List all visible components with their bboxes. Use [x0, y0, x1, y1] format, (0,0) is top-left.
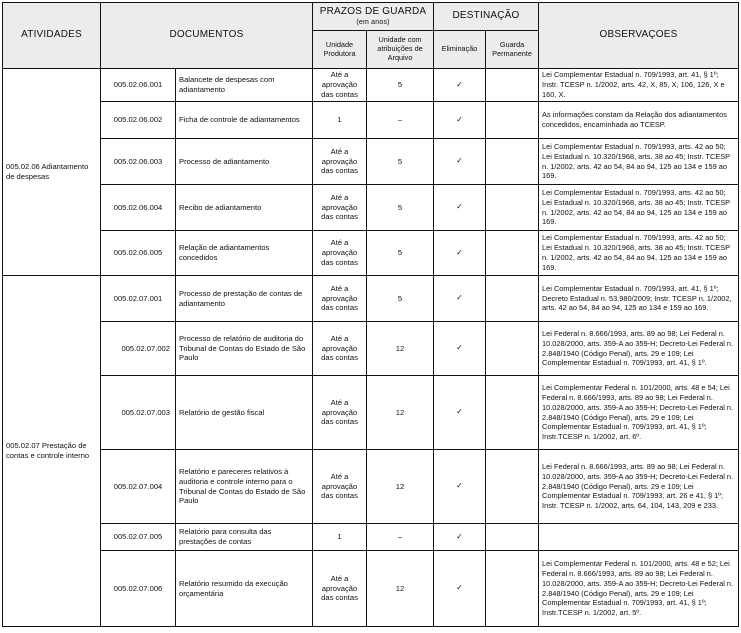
document-code: 005.02.07.004 — [101, 450, 176, 524]
table-row — [3, 376, 739, 450]
document-name: Relatório resumido da execução orçamentária — [176, 551, 313, 627]
document-code: 005.02.06.002 — [101, 102, 176, 139]
table-row — [3, 231, 739, 276]
guarda-permanente-cell — [486, 231, 539, 276]
prazo-unidade-produtora: Até a aprovação das contas — [313, 376, 367, 450]
table-row — [3, 551, 739, 627]
prazo-unidade-arquivo: – — [367, 102, 434, 139]
prazos-title: PRAZOS DE GUARDA — [319, 6, 427, 18]
table-row — [3, 102, 739, 139]
observacoes-cell: Lei Federal n. 8.666/1993, arts. 89 ao 98; Lei Federal n. 10.028/2000, arts. 359-A ao 359-H; Decreto-Lei Federal n. 2.848/1940 (Código Penal), arts. 29 e 109; Lei Complementar Estadual n. 709/1993, art. 41, § 1º. — [539, 322, 739, 376]
document-name: Processo de prestação de contas de adiantamento — [176, 276, 313, 322]
eliminacao-check: ✓ — [434, 551, 486, 627]
observacoes-cell: Lei Complementar Estadual n. 709/1993, art. 41, § 1º; Instr. TCESP n. 1/2002, arts. 42, X, 85, X, 106, 126, X e 160, X. — [539, 69, 739, 102]
observacoes-cell: As informações constam da Relação dos adiantamentos concedidos, encaminhada ao TCESP. — [539, 102, 739, 139]
activity-cell: 005.02.06 Adiantamento de despesas — [3, 69, 101, 276]
eliminacao-check: ✓ — [434, 322, 486, 376]
prazo-unidade-arquivo: 12 — [367, 551, 434, 627]
eliminacao-check: ✓ — [434, 231, 486, 276]
eliminacao-check: ✓ — [434, 139, 486, 185]
document-code: 005.02.07.001 — [101, 276, 176, 322]
prazo-unidade-produtora: 1 — [313, 524, 367, 551]
document-code: 005.02.06.004 — [101, 185, 176, 231]
guarda-permanente-cell — [486, 450, 539, 524]
prazo-unidade-arquivo: 12 — [367, 322, 434, 376]
header-eliminacao: Eliminação — [434, 31, 486, 69]
activity-cell: 005.02.07 Prestação de contas e controle interno — [3, 276, 101, 627]
table-row — [3, 185, 739, 231]
prazo-unidade-produtora: Até a aprovação das contas — [313, 69, 367, 102]
document-name: Relatório de gestão fiscal — [176, 376, 313, 450]
prazo-unidade-arquivo: 5 — [367, 139, 434, 185]
guarda-permanente-cell — [486, 139, 539, 185]
observacoes-cell: Lei Complementar Estadual n. 709/1993, art. 41, § 1º; Decreto Estadual n. 53.980/2009; Instr. TCESP n. 1/2002, arts. 42 ao 54, 84 ao 94, 125 ao 134 e 159 ao 169. — [539, 276, 739, 322]
guarda-permanente-cell — [486, 102, 539, 139]
retention-schedule-table — [2, 2, 739, 627]
eliminacao-check: ✓ — [434, 450, 486, 524]
document-code: 005.02.06.003 — [101, 139, 176, 185]
guarda-permanente-cell — [486, 376, 539, 450]
prazo-unidade-produtora: Até a aprovação das contas — [313, 276, 367, 322]
table-row — [3, 322, 739, 376]
header-observacoes: OBSERVAÇOES — [539, 3, 739, 69]
prazo-unidade-produtora: Até a aprovação das contas — [313, 139, 367, 185]
header-prazos-de-guarda — [313, 3, 434, 31]
eliminacao-check: ✓ — [434, 185, 486, 231]
document-code: 005.02.07.002 — [101, 322, 176, 376]
prazo-unidade-produtora: Até a aprovação das contas — [313, 551, 367, 627]
header-unidade-produtora: Unidade Produtora — [313, 31, 367, 69]
prazo-unidade-arquivo: 5 — [367, 185, 434, 231]
header-guarda-permanente: Guarda Permanente — [486, 31, 539, 69]
prazos-units: (em anos) — [356, 18, 390, 26]
prazo-unidade-arquivo: – — [367, 524, 434, 551]
prazo-unidade-produtora: Até a aprovação das contas — [313, 185, 367, 231]
guarda-permanente-cell — [486, 524, 539, 551]
observacoes-cell: Lei Complementar Estadual n. 709/1993, arts. 42 ao 50; Lei Estadual n. 10.320/1968, arts. 38 ao 45; Instr. TCESP n. 1/2002, arts. 42 ao 54, 84 ao 94, 125 ao 134 e 159 ao 169. — [539, 139, 739, 185]
document-name: Relação de adiantamentos concedidos — [176, 231, 313, 276]
eliminacao-check: ✓ — [434, 376, 486, 450]
observacoes-cell: Lei Federal n. 8.666/1993, arts. 89 ao 98; Lei Federal n. 10.028/2000, arts. 359-A ao 359-H; Decreto-Lei Federal n. 2.848/1940 (Código Penal), arts. 29 e 109; Lei Complementar Estadual n. 709/1993, art. 26 e 41, § 1º; Instr. TCESP n. 1/2002, arts. 64, 104, 143, 209 e 233. — [539, 450, 739, 524]
guarda-permanente-cell — [486, 185, 539, 231]
document-name: Recibo de adiantamento — [176, 185, 313, 231]
observacoes-cell: Lei Complementar Federal n. 101/2000, arts. 48 e 52; Lei Federal n. 8.666/1993, arts. 89 ao 98; Lei Federal n. 10.028/2000, arts. 359-A ao 359-H; Decreto-Lei Federal n. 2.848/1940 (Código Penal), arts. 29 e 109; Lei Complementar Estadual n. 709/1993, art. 41, § 1º; Instr.TCESP n. 1/2002, art. 5º. — [539, 551, 739, 627]
table-row — [3, 524, 739, 551]
eliminacao-check: ✓ — [434, 69, 486, 102]
table-row — [3, 139, 739, 185]
header-atividades: ATIVIDADES — [3, 3, 101, 69]
prazo-unidade-arquivo: 12 — [367, 450, 434, 524]
prazo-unidade-arquivo: 5 — [367, 69, 434, 102]
guarda-permanente-cell — [486, 69, 539, 102]
prazo-unidade-produtora: 1 — [313, 102, 367, 139]
guarda-permanente-cell — [486, 276, 539, 322]
eliminacao-check: ✓ — [434, 524, 486, 551]
observacoes-cell: Lei Complementar Estadual n. 709/1993, arts. 42 ao 50; Lei Estadual n. 10.320/1968, arts. 38 ao 45; Instr. TCESP n. 1/2002, arts. 42 ao 54, 84 ao 94, 125 ao 134 e 159 ao 169. — [539, 231, 739, 276]
document-code: 005.02.06.005 — [101, 231, 176, 276]
document-name: Ficha de controle de adiantamentos — [176, 102, 313, 139]
observacoes-cell: Lei Complementar Estadual n. 709/1993, arts. 42 ao 50; Lei Estadual n. 10.320/1968, arts. 38 ao 45; Instr. TCESP n. 1/2002, arts. 42 ao 54, 84 ao 94, 125 ao 134 e 159 ao 169. — [539, 185, 739, 231]
guarda-permanente-cell — [486, 551, 539, 627]
observacoes-cell: Lei Complementar Federal n. 101/2000, arts. 48 e 54; Lei Federal n. 8.666/1993, arts. 89 ao 98; Lei Federal n. 10.028/2000, arts. 359-A ao 359-H; Decreto-Lei Federal n. 2.848/1940 (Código Penal), arts. 29 e 109; Lei Complementar Estadual n. 709/1993, art. 41, § 1º; Instr.TCESP n. 1/2002, art. 6º. — [539, 376, 739, 450]
prazo-unidade-produtora: Até a aprovação das contas — [313, 322, 367, 376]
prazo-unidade-arquivo: 12 — [367, 376, 434, 450]
prazo-unidade-produtora: Até a aprovação das contas — [313, 450, 367, 524]
header-unidade-arquivo: Unidade com atribuições de Arquivo — [367, 31, 434, 69]
table-row — [3, 450, 739, 524]
observacoes-cell — [539, 524, 739, 551]
prazo-unidade-arquivo: 5 — [367, 276, 434, 322]
document-name: Processo de adiantamento — [176, 139, 313, 185]
header-documentos: DOCUMENTOS — [101, 3, 313, 69]
table-row — [3, 276, 739, 322]
document-name: Relatório e pareceres relativos à auditoria e controle interno para o Tribunal de Contas do Estado de São Paulo — [176, 450, 313, 524]
eliminacao-check: ✓ — [434, 102, 486, 139]
table-row — [3, 69, 739, 102]
header-destinacao: DESTINAÇÃO — [434, 3, 539, 31]
document-code: 005.02.07.005 — [101, 524, 176, 551]
document-name: Processo de relatório de auditoria do Tribunal de Contas do Estado de São Paulo — [176, 322, 313, 376]
eliminacao-check: ✓ — [434, 276, 486, 322]
document-name: Balancete de despesas com adiantamento — [176, 69, 313, 102]
guarda-permanente-cell — [486, 322, 539, 376]
prazo-unidade-arquivo: 5 — [367, 231, 434, 276]
document-code: 005.02.07.003 — [101, 376, 176, 450]
document-name: Relatório para consulta das prestações de contas — [176, 524, 313, 551]
document-code: 005.02.07.006 — [101, 551, 176, 627]
document-code: 005.02.06.001 — [101, 69, 176, 102]
prazo-unidade-produtora: Até a aprovação das contas — [313, 231, 367, 276]
